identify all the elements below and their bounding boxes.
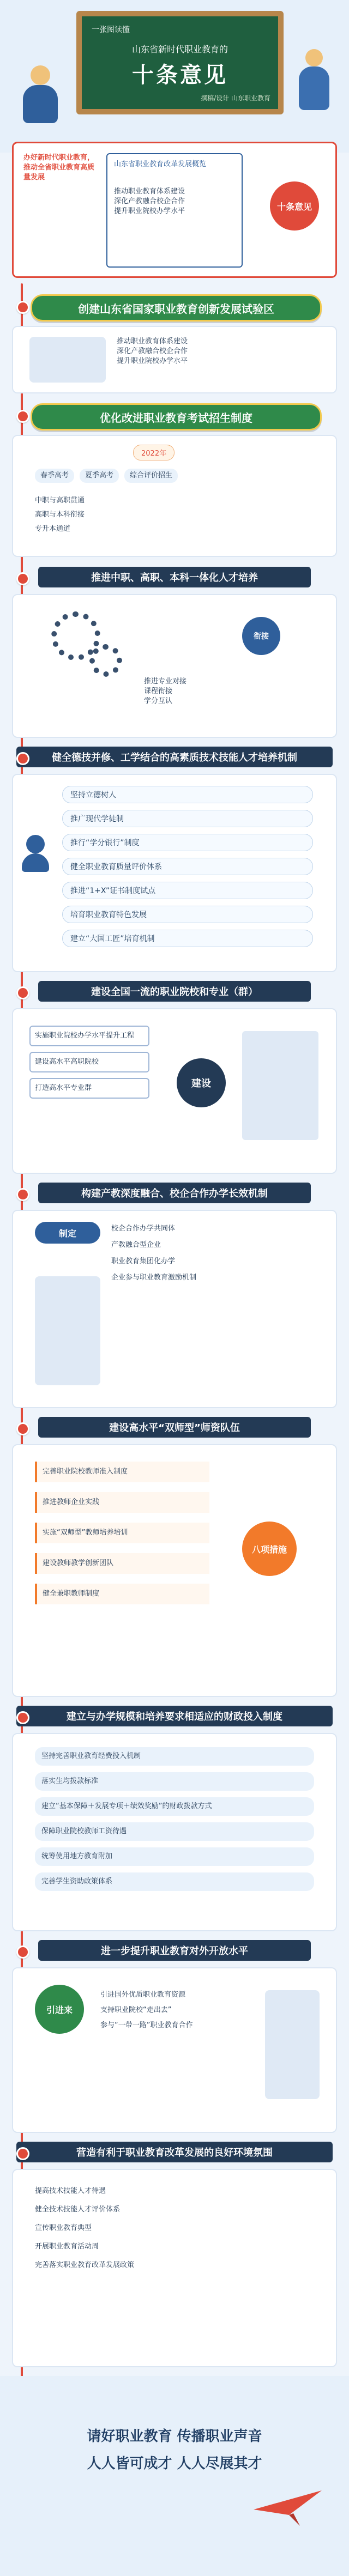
section5-title: 建设全国一流的职业院校和专业（群）	[38, 981, 311, 1002]
section7-card	[12, 1444, 337, 1697]
section5-card	[12, 1008, 337, 1174]
section4-pill-0: 坚持立德树人	[62, 786, 313, 803]
section8-card	[12, 1733, 337, 1931]
section5-items: 实施职业院校办学水平提升工程 建设高水平高职院校 打造高水平专业群	[29, 1026, 149, 1099]
section2-steps: 中职与高职贯通 高职与本科衔接 专升本通道	[35, 496, 85, 533]
section3-dot	[16, 572, 29, 585]
section7-items: 完善职业院校教师准入制度 推进教师企业实践 实施“双师型”教师培养培训 建设教师教学创新团队 健全兼职教师制度	[35, 1462, 209, 1604]
blue-box-points: 推动职业教育体系建设 深化产教融合校企合作 提升职业院校办学水平	[114, 187, 185, 215]
section10-dot	[16, 2147, 29, 2160]
section10-items: 提高技术技能人才待遇 健全技术技能人才评价体系 宣传职业教育典型 开展职业教育活动周 完善落实职业教育改革发展政策	[35, 2187, 135, 2269]
section8-title: 建立与办学规模和培养要求相适应的财政投入制度	[16, 1706, 333, 1726]
section8-dot	[16, 1711, 29, 1724]
section2-dot	[16, 410, 29, 423]
presenter-icon	[299, 49, 329, 125]
section9-title: 进一步提升职业教育对外开放水平	[38, 1940, 311, 1961]
footer-line1: 请好职业教育 传播职业声音	[87, 2428, 262, 2445]
section2-card	[12, 435, 337, 557]
gear-small	[89, 644, 122, 677]
plane-icon	[251, 2485, 327, 2529]
section5-dot	[16, 986, 29, 999]
title-line1: 山东省新时代职业教育的	[131, 44, 228, 54]
building-illustration	[242, 1031, 318, 1140]
section4-pill-5: 培育职业教育特色发展	[62, 906, 313, 923]
section7-title: 建设高水平“双师型”师资队伍	[38, 1417, 311, 1438]
title-big: 十条意见	[132, 63, 228, 88]
worker-icon	[26, 835, 45, 853]
section3-title: 推进中职、高职、本科一体化人才培养	[38, 567, 311, 587]
section9-badge: 引进来	[35, 1985, 84, 2034]
train-illustration	[265, 1990, 320, 2099]
section4-card	[12, 774, 337, 972]
top-header	[0, 0, 349, 153]
tag-3: 综合评价招生	[124, 469, 178, 483]
section4-pill-6: 建立“大国工匠”培育机制	[62, 930, 313, 947]
section10-card	[12, 2169, 337, 2367]
section4-pill-4: 推进“1+X”证书制度试点	[62, 882, 313, 899]
factory-illustration	[35, 1276, 100, 1385]
section6-dot	[16, 1188, 29, 1201]
section9-card	[12, 1967, 337, 2133]
section2-tags	[35, 469, 314, 483]
section4-title: 健全德技并修、工学结合的高素质技术技能人才培养机制	[16, 747, 333, 767]
section6-items: 校企合作办学共同体 产教融合型企业 职业教育集团化办学 企业参与职业教育激励机制	[111, 1225, 197, 1282]
section2-year: 2022年	[133, 445, 174, 460]
section7-badge: 八项措施	[242, 1522, 297, 1576]
section4-pill-2: 推行“学分银行”制度	[62, 834, 313, 851]
chalkboard	[76, 11, 284, 114]
section1-points: 推动职业教育体系建设 深化产教融合校企合作 提升职业院校办学水平	[117, 337, 188, 365]
pretitle: 一张图读懂	[92, 26, 130, 34]
tag-2: 夏季高考	[80, 469, 119, 483]
section3-items: 推进专业对接 课程衔接 学分互认	[144, 677, 187, 705]
blue-box	[106, 153, 243, 268]
section6-title: 构建产教深度融合、校企合作办学长效机制	[38, 1183, 311, 1203]
red-side-text: 办好新时代职业教育，推动全省职业教育高质量发展	[23, 154, 95, 181]
intro-block	[12, 142, 337, 278]
section1-card	[12, 326, 337, 393]
section4-dot	[16, 752, 29, 765]
section1-illustration	[29, 337, 106, 383]
section4-pill-3: 健全职业教育质量评价体系	[62, 858, 313, 875]
connect-badge: 衔接	[242, 617, 280, 655]
section7-dot	[16, 1422, 29, 1435]
footer	[0, 2376, 349, 2576]
section1-title: 创建山东省国家职业教育创新发展试验区	[31, 294, 322, 322]
section6-card	[12, 1210, 337, 1408]
tag-1: 春季高考	[35, 469, 74, 483]
section4-pill-1: 推广现代学徒制	[62, 810, 313, 827]
section1-dot	[16, 301, 29, 314]
blue-box-text: 山东省职业教育改革发展概览	[114, 160, 207, 168]
footer-line2: 人人皆可成才 人人尽展其才	[87, 2456, 262, 2472]
teacher-icon	[23, 65, 58, 131]
author-note: 撰稿/设计 山东职业教育	[201, 94, 270, 102]
section3-card	[12, 594, 337, 738]
section2-title: 优化改进职业教育考试招生制度	[31, 403, 322, 431]
section9-dot	[16, 1945, 29, 1959]
section5-badge: 建设	[177, 1058, 226, 1107]
ten-opinions-badge: 十条意见	[270, 181, 319, 231]
section10-title: 营造有利于职业教育改革发展的良好环境氛围	[16, 2142, 333, 2162]
section8-items: 坚持完善职业教育经费投入机制 落实生均拨款标准 建立“基本保障＋发展专项＋绩效奖励”的财政拨款方式 保障职业院校教师工资待遇 统筹使用地方教育附加 完善学生资助政策体系	[35, 1747, 314, 1891]
section6-badge: 制定	[35, 1222, 100, 1244]
section9-items: 引进国外优质职业教育资源 支持职业院校“走出去” 参与“一带一路”职业教育合作	[100, 1991, 193, 2029]
